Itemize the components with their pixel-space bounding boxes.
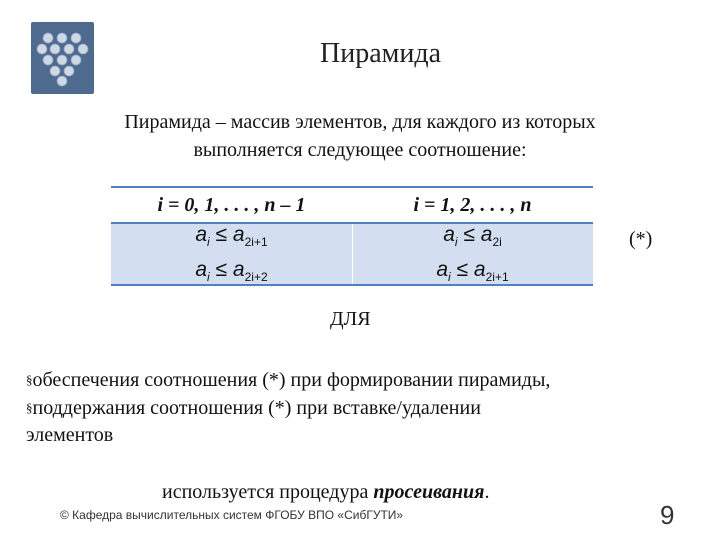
slide-title: Пирамида (320, 38, 442, 69)
list-item-continuation: элементов (26, 424, 114, 446)
intro-line-2: выполняется следующее соотношение: (193, 139, 527, 161)
table-cell-col1 (111, 222, 352, 286)
table-cell-col2 (352, 222, 593, 286)
relation-mark: (*) (629, 228, 653, 250)
page-number: 9 (660, 500, 675, 530)
molecule-logo-icon (31, 22, 94, 94)
bullet-marker: § (26, 400, 33, 415)
list-item: §поддержания соотношения (*) при вставке/удалении (26, 397, 481, 419)
table-header-col1: i = 0, 1, . . . , n – 1 (157, 193, 306, 216)
procedure-name: просеивания (373, 481, 485, 503)
table-header-col2: i = 1, 2, . . . , n (413, 193, 532, 216)
inequality: $a_i \le a_{2i+2}$ (195, 258, 268, 285)
intro-text (40, 108, 680, 164)
table-body-row (111, 222, 593, 286)
intro-line-1: Пирамида – массив элементов, для каждого из которых (124, 111, 596, 133)
inequality: $a_i \le a_{2i}$ (443, 222, 502, 249)
inequality: $a_i \le a_{2i+1}$ (436, 258, 509, 285)
footer-copyright: © Кафедра вычислительных систем ФГОБУ ВПО «СибГУТИ» (60, 508, 404, 522)
bullet-marker: § (26, 372, 33, 387)
inequality: $a_i \le a_{2i+1}$ (195, 222, 268, 249)
procedure-sentence: используется процедура просеивания. (162, 481, 490, 503)
for-label: ДЛЯ (330, 308, 371, 330)
molecule-logo-graphic (31, 22, 94, 94)
relation-table (111, 186, 593, 286)
list-item: §обеспечения соотношения (*) при формировании пирамиды, (26, 369, 551, 391)
bullet-list (26, 366, 706, 449)
